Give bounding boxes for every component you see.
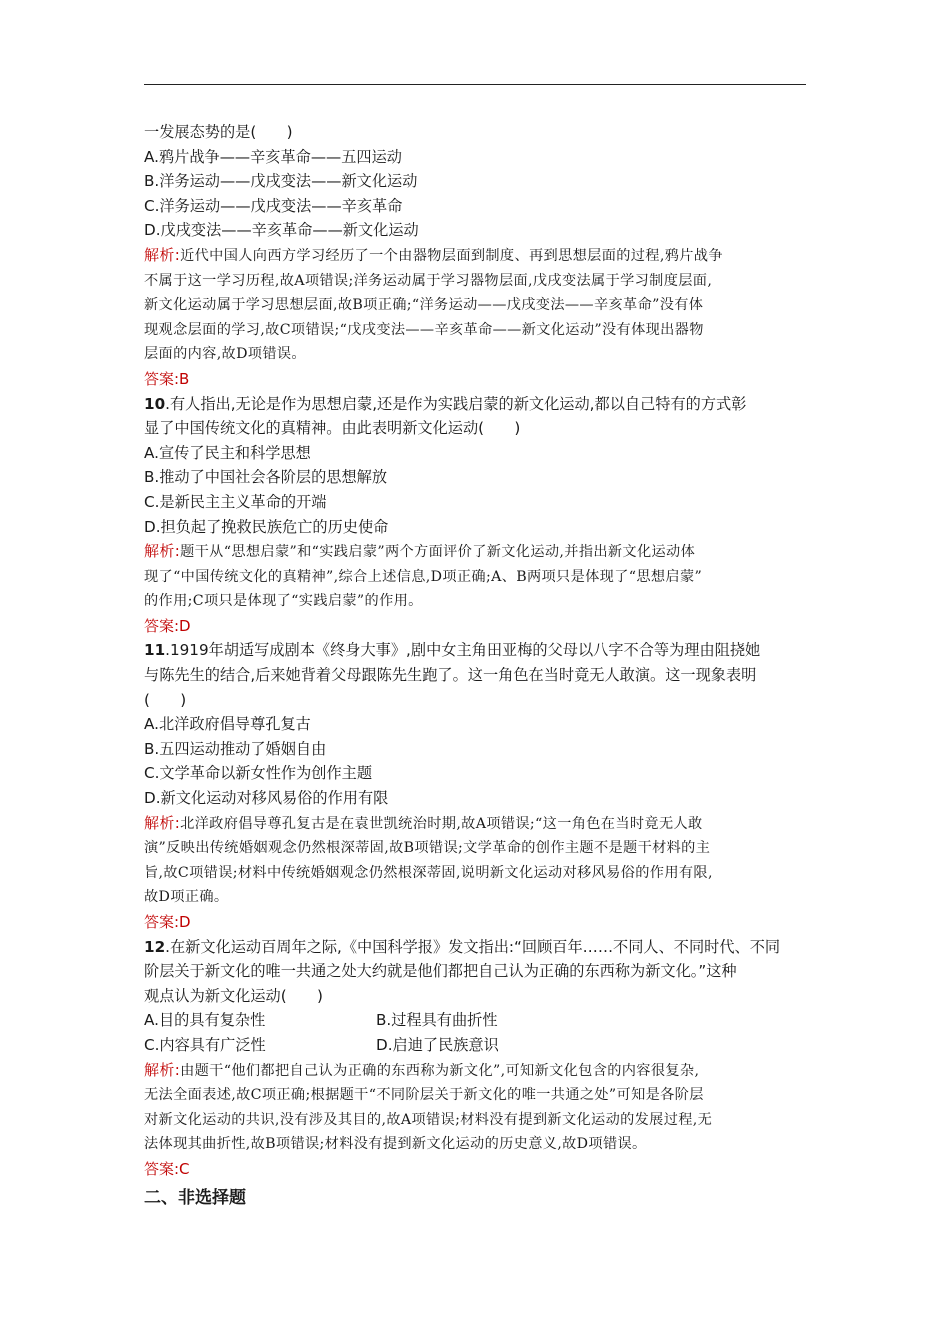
page-content (144, 120, 806, 1212)
option-b: B.洋务运动——戊戌变法——新文化运动 (144, 172, 418, 191)
option-b: B.五四运动推动了婚姻自由 (144, 739, 327, 758)
option-b: B.过程具有曲折性 (376, 1011, 498, 1030)
question-stem: 11.1919年胡适写成剧本《终身大事》,剧中女主角田亚梅的父母以八字不合等为理由阻挠她 (144, 641, 761, 660)
analysis-label: 解析 (144, 1060, 175, 1079)
analysis-line: 现了“中国传统文化的真精神”,综合上述信息,D项正确;A、B两项只是体现了“思想启蒙” (144, 568, 703, 585)
question-11 (144, 638, 806, 934)
section-title: 二、非选择题 (144, 1187, 246, 1208)
option-b: B.推动了中国社会各阶层的思想解放 (144, 468, 388, 487)
option-a: A.鸦片战争——辛亥革命——五四运动 (144, 147, 402, 166)
option-d: D.戊戌变法——辛亥革命——新文化运动 (144, 221, 419, 240)
question-stem: 10.有人指出,无论是作为思想启蒙,还是作为实践启蒙的新文化运动,都以自己特有的方式彰 (144, 394, 747, 413)
analysis-line: 对新文化运动的共识,没有涉及其目的,故A项错误;材料没有提到新文化运动的发展过程,无 (144, 1111, 713, 1128)
analysis-line: 旨,故C项错误;材料中传统婚姻观念仍然根深蒂固,说明新文化运动对移风易俗的作用有限, (144, 864, 713, 881)
answer: 答案:D (144, 616, 191, 635)
question-stem: 一发展态势的是( ) (144, 123, 293, 141)
analysis-line: 的作用;C项只是体现了“实践启蒙”的作用。 (144, 593, 423, 610)
analysis: 解析:由题干“他们都把自己认为正确的东西称为新文化”,可知新文化包含的内容很复杂, (144, 1060, 700, 1079)
option-d: D.担负起了挽救民族危亡的历史使命 (144, 517, 389, 536)
analysis-line: 层面的内容,故D项错误。 (144, 346, 306, 363)
option-c: C.内容具有广泛性 (144, 1035, 266, 1054)
analysis-label: 解析 (144, 542, 175, 561)
analysis-line: 故D项正确。 (144, 889, 229, 906)
option-c: C.文学革命以新女性作为创作主题 (144, 764, 373, 783)
question-stem-line: 显了中国传统文化的真精神。由此表明新文化运动( ) (144, 419, 521, 438)
option-c: C.是新民主主义革命的开端 (144, 492, 327, 511)
options-row (144, 1008, 806, 1033)
question-stem: 12.在新文化运动百周年之际,《中国科学报》发文指出:“回顾百年……不同人、不同时代、不同 (144, 937, 781, 956)
analysis: 解析:北洋政府倡导尊孔复古是在袁世凯统治时期,故A项错误;“这一角色在当时竟无人敢 (144, 813, 703, 832)
question-9 (144, 120, 806, 392)
question-stem-line: 与陈先生的结合,后来她背着父母跟陈先生跑了。这一角色在当时竟无人敢演。这一现象表明 (144, 666, 757, 685)
analysis-line: 新文化运动属于学习思想层面,故B项正确;“洋务运动——戊戌变法——辛亥革命”没有体 (144, 297, 704, 314)
question-stem-line: 阶层关于新文化的唯一共通之处大约就是他们都把自己认为正确的东西称为新文化。”这种 (144, 962, 737, 981)
option-a: A.目的具有复杂性 (144, 1011, 266, 1030)
question-number: 12 (144, 937, 166, 956)
option-a: A.宣传了民主和科学思想 (144, 443, 311, 462)
analysis-label: 解析 (144, 245, 175, 264)
question-10 (144, 392, 806, 639)
option-c: C.洋务运动——戊戌变法——辛亥革命 (144, 196, 403, 215)
question-12 (144, 935, 806, 1182)
header-rule (144, 84, 806, 85)
question-number: 11 (144, 641, 166, 660)
option-d: D.新文化运动对移风易俗的作用有限 (144, 789, 389, 808)
analysis-line: 现观念层面的学习,故C项错误;“戊戌变法——辛亥革命——新文化运动”没有体现出器物 (144, 321, 704, 338)
analysis-label: 解析 (144, 813, 175, 832)
analysis-line: 无法全面表述,故C项正确;根据题干“不同阶层关于新文化的唯一共通之处”可知是各阶层 (144, 1087, 704, 1104)
options-row (144, 1033, 806, 1058)
analysis: 解析:题干从“思想启蒙”和“实践启蒙”两个方面评价了新文化运动,并指出新文化运动体 (144, 542, 696, 561)
option-d: D.启迪了民族意识 (376, 1035, 499, 1054)
answer: 答案:B (144, 369, 190, 388)
analysis-line: 不属于这一学习历程,故A项错误;洋务运动属于学习器物层面,戊戌变法属于学习制度层面, (144, 272, 713, 289)
question-number: 10 (144, 394, 166, 413)
analysis: 解析:近代中国人向西方学习经历了一个由器物层面到制度、再到思想层面的过程,鸦片战争 (144, 245, 723, 264)
question-stem-line: ( ) (144, 690, 187, 709)
analysis-line: 法体现其曲折性,故B项错误;材料没有提到新文化运动的历史意义,故D项错误。 (144, 1136, 647, 1153)
answer: 答案:C (144, 1159, 190, 1178)
option-a: A.北洋政府倡导尊孔复古 (144, 715, 311, 734)
analysis-line: 演”反映出传统婚姻观念仍然根深蒂固,故B项错误;文学革命的创作主题不是题干材料的主 (144, 840, 711, 857)
answer: 答案:D (144, 913, 191, 931)
question-stem-line: 观点认为新文化运动( ) (144, 986, 323, 1005)
